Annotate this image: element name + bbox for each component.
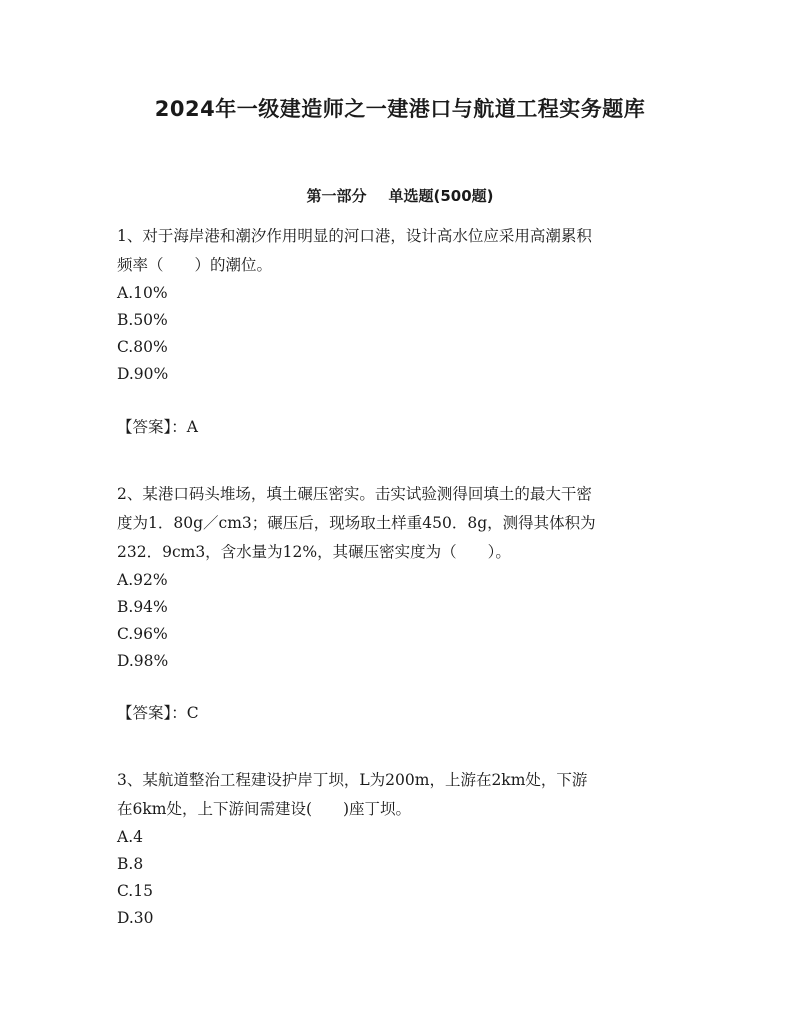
section-heading	[0, 185, 800, 206]
question-stem-line: 度为1．80g／cm3；碾压后，现场取土样重450．8g，测得其体积为	[117, 514, 596, 532]
question-3	[117, 766, 687, 932]
document-title: 2024年一级建造师之一建港口与航道工程实务题库	[154, 97, 646, 121]
answer-2	[117, 700, 199, 727]
question-1	[117, 222, 687, 388]
answer-label: 【答案】：	[117, 418, 187, 436]
option-b: B.94%	[117, 598, 168, 616]
answer-value: C	[186, 704, 199, 722]
section-part: 第一部分	[306, 187, 367, 205]
question-2	[117, 480, 687, 675]
option-a: A.10%	[117, 284, 168, 302]
option-c: C.15	[117, 882, 153, 900]
question-stem-line: 频率（ ）的潮位。	[117, 256, 273, 274]
question-stem-line: 3、某航道整治工程建设护岸丁坝，L为200m，上游在2km处，下游	[117, 771, 588, 789]
option-a: A.4	[117, 828, 143, 846]
option-b: B.50%	[117, 311, 168, 329]
question-stem-line: 232．9cm3，含水量为12%，其碾压密实度为（ ）。	[117, 543, 511, 561]
option-a: A.92%	[117, 571, 168, 589]
option-c: C.96%	[117, 625, 168, 643]
question-stem-line: 2、某港口码头堆场，填土碾压密实。击实试验测得回填土的最大干密	[117, 485, 592, 503]
option-d: D.30	[117, 909, 154, 927]
option-b: B.8	[117, 855, 144, 873]
section-name: 单选题(500题)	[388, 187, 494, 205]
question-stem-line: 1、对于海岸港和潮汐作用明显的河口港，设计高水位应采用高潮累积	[117, 227, 592, 245]
answer-1	[117, 414, 198, 441]
option-d: D.98%	[117, 652, 169, 670]
option-c: C.80%	[117, 338, 168, 356]
answer-label: 【答案】：	[117, 704, 187, 722]
question-stem-line: 在6km处，上下游间需建设( )座丁坝。	[117, 800, 412, 818]
answer-value: A	[186, 418, 198, 436]
option-d: D.90%	[117, 365, 169, 383]
